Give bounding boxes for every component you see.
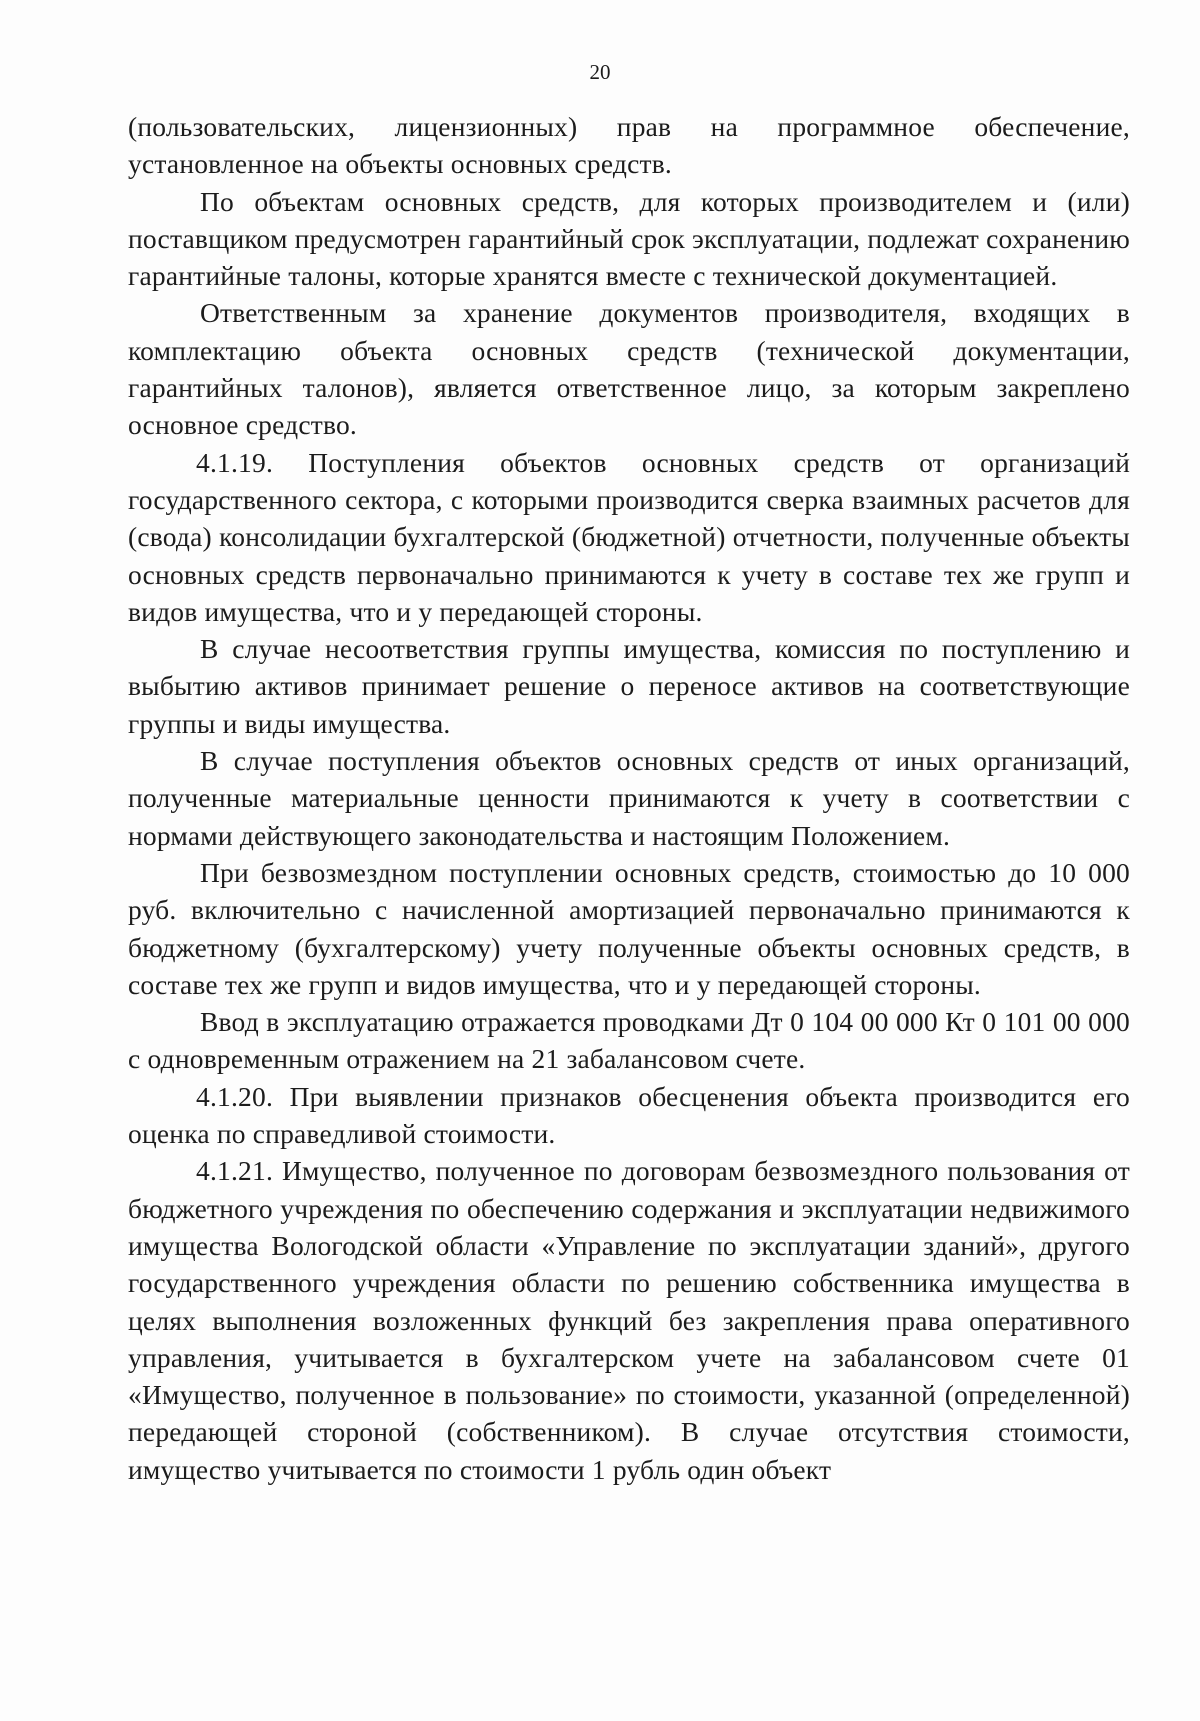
paragraph: Ввод в эксплуатацию отражается проводками Дт 0 104 00 000 Кт 0 101 00 000 с одновременным отражением на 21 забалансовом счете. xyxy=(128,1006,1130,1075)
paragraph: 4.1.20. При выявлении признаков обесценения объекта производится его оценка по справедливой стоимости. xyxy=(128,1080,1130,1150)
paragraph: 4.1.19. Поступления объектов основных средств от организаций государственного сектора, с которыми производится сверка взаимных расчетов для (свода) консолидации бухгалтерской (бюджетной) отчетности, полученные объекты основных средств первоначально принимаются к учету в составе тех же групп и видов имущества, что и у передающей стороны. xyxy=(128,446,1130,627)
paragraph: (пользовательских, лицензионных) прав на программное обеспечение, установленное на объекты основных средств. xyxy=(128,111,1130,180)
paragraph: По объектам основных средств, для которых производителем и (или) поставщиком предусмотрен гарантийный срок эксплуатации, подлежат сохранению гарантийные талоны, которые хранятся вместе с технической документацией. xyxy=(128,185,1130,292)
document-body xyxy=(128,108,1130,1488)
page-number: 20 xyxy=(589,60,611,84)
paragraph: При безвозмездном поступлении основных средств, стоимостью до 10 000 руб. включительно с начисленной амортизацией первоначально принимаются к бюджетному (бухгалтерскому) учету полученные объекты основных средств, в составе тех же групп и видов имущества, что и у передающей стороны. xyxy=(128,856,1130,1000)
paragraph: В случае несоответствия группы имущества, комиссия по поступлению и выбытию активов принимает решение о переносе активов на соответствующие группы и виды имущества. xyxy=(128,633,1130,739)
paragraph: 4.1.21. Имущество, полученное по договорам безвозмездного пользования от бюджетного учреждения по обеспечению содержания и эксплуатации недвижимого имущества Вологодской области «Управление по эксплуатации зданий», другого государственного учреждения области по решению собственника имущества в целях выполнения возложенных функций без закрепления права оперативного управления, учитывается в бухгалтерском учете на забалансовом счете 01 «Имущество, полученное в пользование» по стоимости, указанной (определенной) передающей стороной (собственником). В случае отсутствия стоимости, имущество учитывается по стоимости 1 рубль один объект xyxy=(128,1155,1130,1485)
paragraph: В случае поступления объектов основных средств от иных организаций, полученные материальные ценности принимаются к учету в соответствии с нормами действующего законодательства и настоящим Положением. xyxy=(128,745,1130,851)
paragraph: Ответственным за хранение документов производителя, входящих в комплектацию объекта основных средств (технической документации, гарантийных талонов), является ответственное лицо, за которым закреплено основное средство. xyxy=(128,297,1130,441)
